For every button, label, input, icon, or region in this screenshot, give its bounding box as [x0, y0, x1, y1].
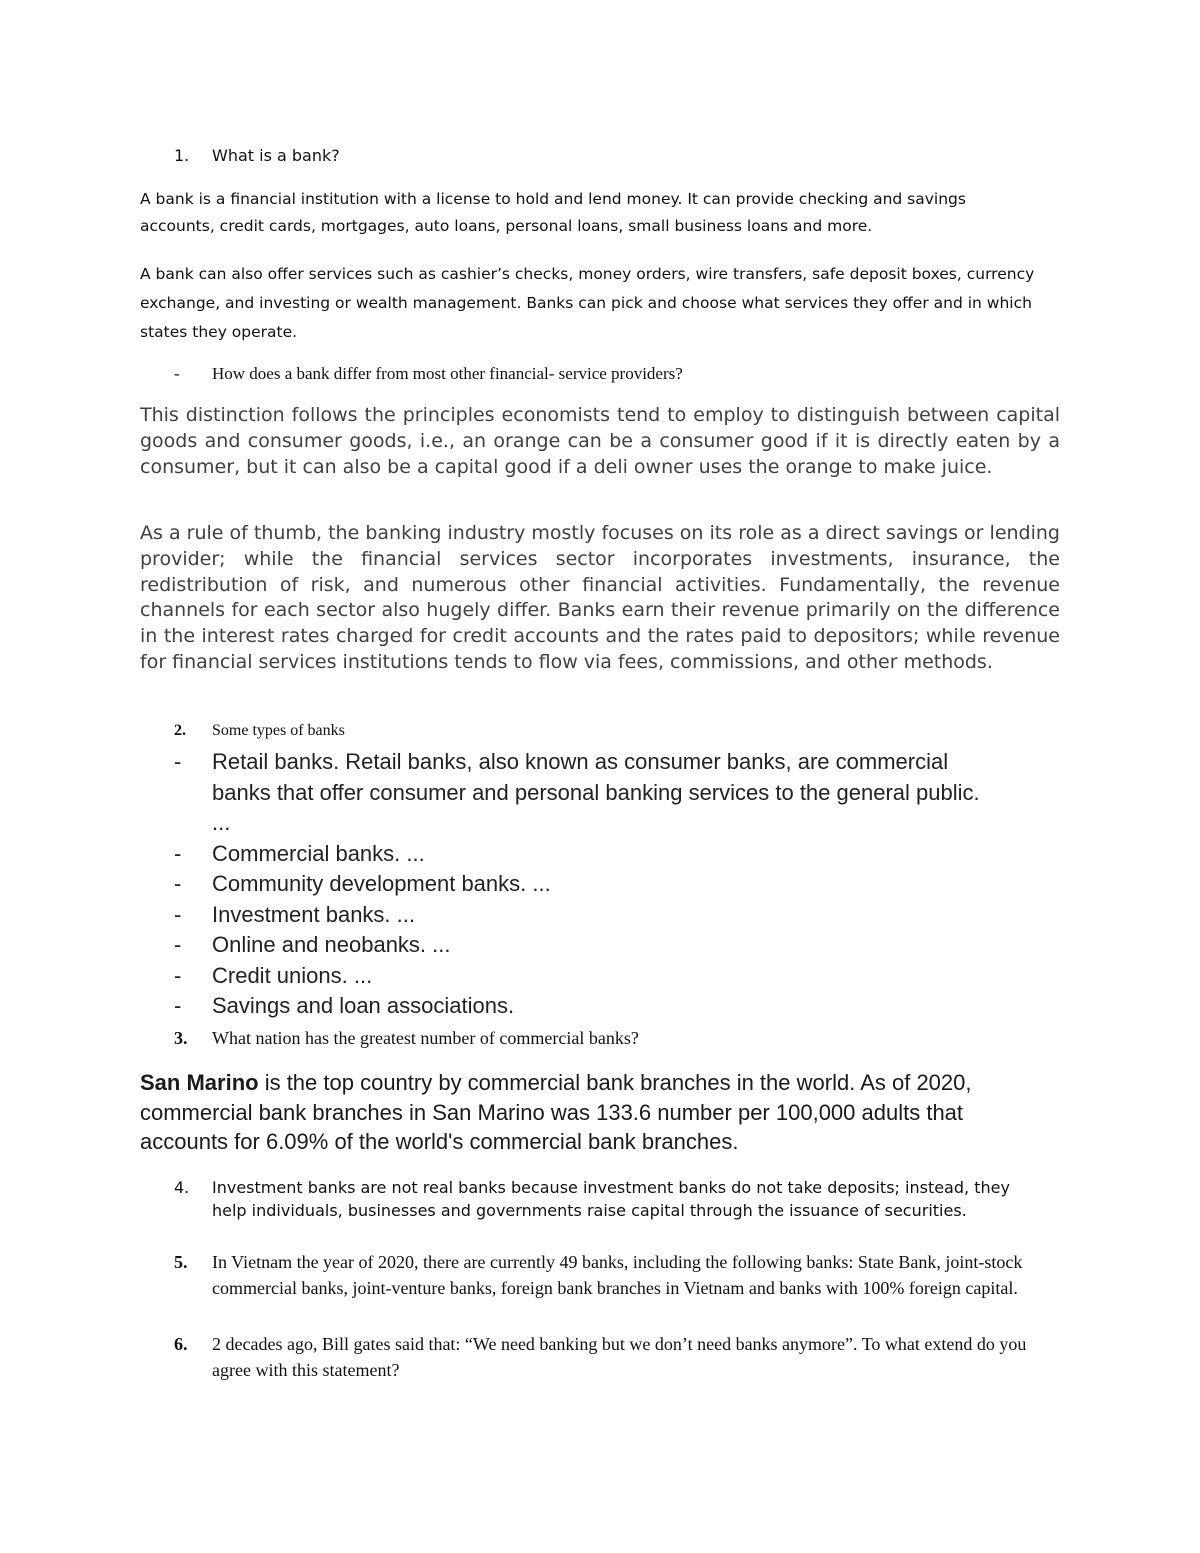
list-number: 5.: [174, 1252, 188, 1272]
bullet-dash: -: [174, 993, 182, 1018]
list-number: 2.: [174, 722, 186, 739]
bullet-dash: -: [174, 932, 182, 957]
list-item-text: Community development banks. ...: [212, 871, 551, 896]
q1-paragraph-1: A bank is a financial institution with a license to hold and lend money. It can provide checking and savings accounts, credit cards, mortgages, auto loans, personal loans, small business loans and more.: [140, 190, 966, 235]
bullet-dash: -: [174, 840, 182, 866]
q1-answer-paragraph-1: This distinction follows the principles economists tend to employ to distinguish between capital goods and consumer goods, i.e., an orange can be a consumer good if it is directly eaten by a consumer, but it can also be a capital good if a deli owner uses the orange to make juice.: [140, 404, 1060, 478]
question-6: [174, 1331, 1054, 1383]
question-6-text: 2 decades ago, Bill gates said that: “We need banking but we don’t need banks anymore”. To what extend do you agree with this statement?: [212, 1334, 1027, 1380]
list-item-text: Savings and loan associations.: [212, 993, 515, 1018]
list-number: 4.: [174, 1178, 190, 1197]
list-item-text: Investment banks. ...: [212, 901, 415, 927]
question-title: Some types of banks: [212, 722, 345, 739]
list-item: [174, 747, 1014, 839]
q3-answer-text: is the top country by commercial bank branches in the world. As of 2020, commercial bank branches in San Marino was 133.6 number per 100,000 adults that accounts for 6.09% of the world's commercial bank branches.: [140, 1070, 972, 1154]
list-number: 6.: [174, 1334, 188, 1354]
list-item-text: Online and neobanks. ...: [212, 932, 451, 957]
question-title: What is a bank?: [212, 146, 340, 165]
list-number: 3.: [174, 1028, 188, 1048]
list-item: [174, 930, 1014, 961]
bullet-dash: -: [174, 749, 182, 774]
highlighted-country: San Marino: [140, 1070, 259, 1095]
bank-types-list: [174, 747, 1014, 1022]
question-title: What nation has the greatest number of commercial banks?: [212, 1028, 639, 1048]
question-5-text: In Vietnam the year of 2020, there are currently 49 banks, including the following banks: State Bank, joint-stock commercial banks, joint-venture banks, foreign bank branches in Vietnam and banks with 100% foreign capital.: [212, 1252, 1023, 1298]
bullet-dash: -: [174, 871, 182, 896]
q1-answer-paragraph-2: As a rule of thumb, the banking industry mostly focuses on its role as a direct savings or lending provider; while the financial services sector incorporates investments, insurance, the redistribution of risk, and numerous other financial activities. Fundamentally, the revenue channels for each sector also hugely differ. Banks earn their revenue primarily on the difference in the interest rates charged for credit accounts and the rates paid to depositors; while revenue for financial services institutions tends to flow via fees, commissions, and other methods.: [140, 522, 1060, 673]
q3-answer: [140, 1068, 1040, 1157]
sub-question-text: How does a bank differ from most other financial- service providers?: [212, 364, 683, 383]
question-4: [174, 1176, 1044, 1222]
bullet-dash: -: [174, 962, 182, 988]
q1-paragraph-2: A bank can also offer services such as cashier’s checks, money orders, wire transfers, safe deposit boxes, currency exchange, and investing or wealth management. Banks can pick and choose what services they offer and in which states they operate.: [140, 265, 1035, 341]
list-number: 1.: [174, 146, 190, 165]
list-item: [174, 839, 1014, 870]
list-item-text: Credit unions. ...: [212, 962, 373, 988]
bullet-dash: -: [174, 901, 182, 927]
list-item: [174, 991, 1014, 1022]
list-item-text: Retail banks. Retail banks, also known as consumer banks, are commercial banks that offer consumer and personal banking services to the general public. ...: [212, 749, 980, 835]
bullet-dash: -: [174, 364, 180, 383]
question-4-text: Investment banks are not real banks because investment banks do not take deposits; instead, they help individuals, businesses and governments raise capital through the issuance of securities.: [212, 1178, 1010, 1220]
list-item: [174, 869, 1014, 900]
list-item-text: Commercial banks. ...: [212, 840, 425, 866]
question-5: [174, 1249, 1054, 1301]
list-item: [174, 961, 1014, 992]
list-item: [174, 900, 1014, 931]
